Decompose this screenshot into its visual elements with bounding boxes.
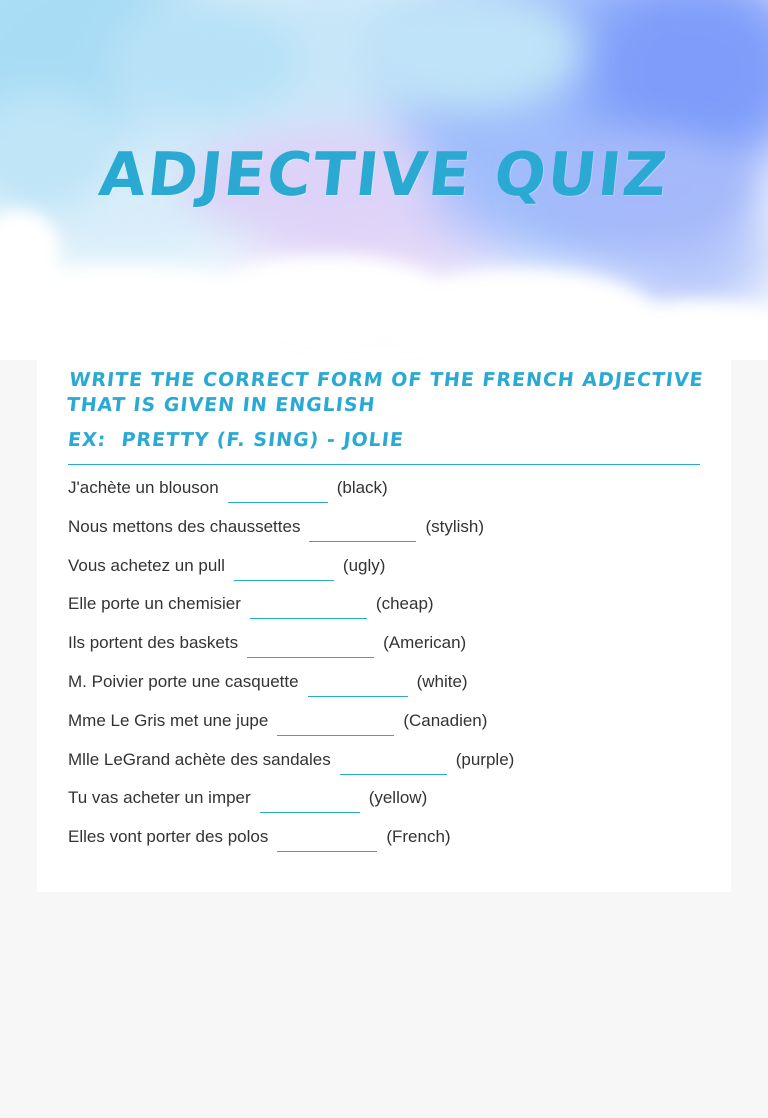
quiz-instruction: WRITE THE CORRECT FORM OF THE FRENCH ADJECTIVE THAT IS GIVEN IN ENGLISH	[65, 369, 705, 416]
question-sentence: M. Poivier porte une casquette	[68, 671, 299, 691]
question-hint: (white)	[416, 671, 468, 691]
answer-blank[interactable]	[308, 670, 408, 697]
answer-blank[interactable]	[250, 592, 367, 619]
question-hint: (black)	[336, 478, 388, 497]
question-hint: (ugly)	[342, 555, 386, 575]
answer-blank[interactable]	[234, 554, 334, 581]
question-hint: (yellow)	[368, 788, 428, 808]
page-title: ADJECTIVE QUIZ	[95, 140, 673, 210]
question-hint: (American)	[383, 633, 467, 653]
question-sentence: Mme Le Gris met une jupe	[68, 710, 269, 730]
question-sentence: Vous achetez un pull	[68, 555, 225, 575]
divider	[68, 464, 700, 465]
question-hint: (French)	[386, 827, 451, 847]
question-hint: (Canadien)	[403, 710, 488, 730]
question-item	[68, 825, 708, 864]
question-item	[68, 748, 708, 787]
question-item	[68, 670, 708, 709]
answer-blank[interactable]	[277, 709, 394, 736]
question-sentence: Elle porte un chemisier	[68, 594, 241, 614]
question-hint: (stylish)	[425, 516, 485, 536]
quiz-example: EX: PRETTY (F. SING) - JOLIE	[66, 429, 406, 451]
answer-blank[interactable]	[340, 748, 447, 775]
question-sentence: Nous mettons des chaussettes	[68, 516, 301, 536]
answer-blank[interactable]	[247, 631, 374, 658]
question-item	[68, 476, 708, 515]
question-item	[68, 554, 708, 593]
question-item	[68, 592, 708, 631]
quiz-card	[37, 360, 731, 892]
answer-blank[interactable]	[260, 786, 360, 813]
watercolor-header	[0, 0, 768, 360]
question-sentence: Ils portent des baskets	[68, 633, 239, 653]
question-item	[68, 786, 708, 825]
question-sentence: Mlle LeGrand achète des sandales	[68, 749, 331, 769]
question-item	[68, 515, 708, 554]
question-sentence: Elles vont porter des polos	[68, 827, 269, 847]
answer-blank[interactable]	[309, 515, 416, 542]
question-sentence: J'achète un blouson	[68, 478, 219, 497]
answer-blank[interactable]	[277, 825, 377, 852]
question-hint: (purple)	[455, 749, 515, 769]
answer-blank[interactable]	[228, 476, 328, 503]
question-item	[68, 709, 708, 748]
question-item	[68, 631, 708, 670]
question-sentence: Tu vas acheter un imper	[68, 788, 251, 808]
question-hint: (cheap)	[375, 594, 434, 614]
question-list	[68, 476, 708, 864]
